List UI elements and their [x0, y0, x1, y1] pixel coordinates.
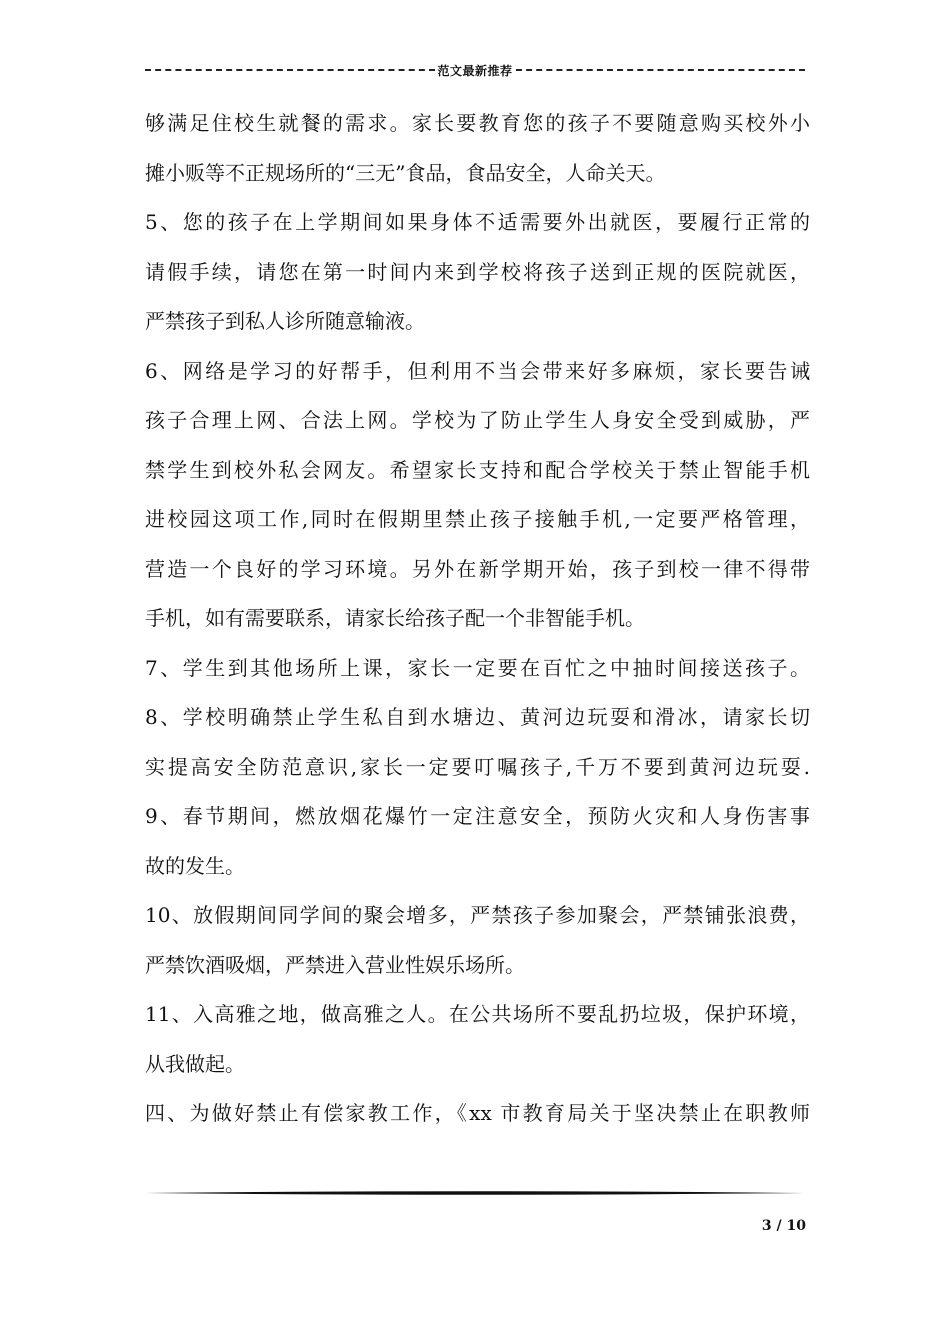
text-line: 5、您的孩子在上学期间如果身体不适需要外出就医，要履行正常的	[145, 210, 810, 234]
text-line: 严禁饮酒吸烟，严禁进入营业性娱乐场所。	[145, 952, 525, 977]
header-dashes-right	[516, 69, 805, 71]
text-line: 6、网络是学习的好帮手，但利用不当会带来好多麻烦，家长要告诫	[145, 358, 810, 383]
text-line: 摊小贩等不正规场所的“三无”食品，食品安全，人命关天。	[145, 160, 666, 185]
text-line: 严禁孩子到私人诊所随意输液。	[145, 309, 425, 333]
footer-rule-line	[145, 1190, 805, 1196]
text-line: 故的发生。	[145, 853, 245, 878]
body-text	[145, 99, 810, 1139]
header-title: 范文最新推荐	[437, 63, 513, 78]
text-line: 8、学校明确禁止学生私自到水塘边、黄河边玩耍和滑冰，请家长切	[145, 705, 810, 729]
text-line: 实提高安全防范意识,家长一定要叮嘱孩子,千万不要到黄河边玩耍.	[145, 754, 810, 779]
text-line: 10、放假期间同学间的聚会增多，严禁孩子参加聚会，严禁铺张浪费，	[145, 903, 810, 927]
text-line: 孩子合理上网、合法上网。学校为了防止学生人身安全受到威胁，严	[145, 408, 810, 432]
footer-rule	[145, 1190, 805, 1196]
text-line: 禁学生到校外私会网友。希望家长支持和配合学校关于禁止智能手机	[145, 457, 810, 482]
text-line: 请假手续，请您在第一时间内来到学校将孩子送到正规的医院就医，	[145, 259, 810, 284]
page-number: 3 / 10	[761, 1218, 806, 1234]
text-line: 营造一个良好的学习环境。另外在新学期开始，孩子到校一律不得带	[145, 556, 810, 581]
text-line: 四、为做好禁止有偿家教工作，《xx 市教育局关于坚决禁止在职教师	[145, 1101, 810, 1125]
header-dashes-left	[145, 69, 435, 71]
text-line: 够满足住校生就餐的需求。家长要教育您的孩子不要随意购买校外小	[145, 111, 810, 135]
text-line: 11、入高雅之地，做高雅之人。在公共场所不要乱扔垃圾，保护环境，	[145, 1002, 810, 1026]
text-line: 从我做起。	[145, 1051, 245, 1076]
text-line: 手机，如有需要联系，请家长给孩子配一个非智能手机。	[145, 606, 645, 630]
text-line: 9、春节期间，燃放烟花爆竹一定注意安全，预防火灾和人身伤害事	[145, 804, 810, 828]
text-line: 7、学生到其他场所上课，家长一定要在百忙之中抽时间接送孩子。	[145, 655, 810, 680]
page-header	[145, 60, 805, 80]
text-line: 进校园这项工作,同时在假期里禁止孩子接触手机,一定要严格管理，	[145, 507, 810, 531]
